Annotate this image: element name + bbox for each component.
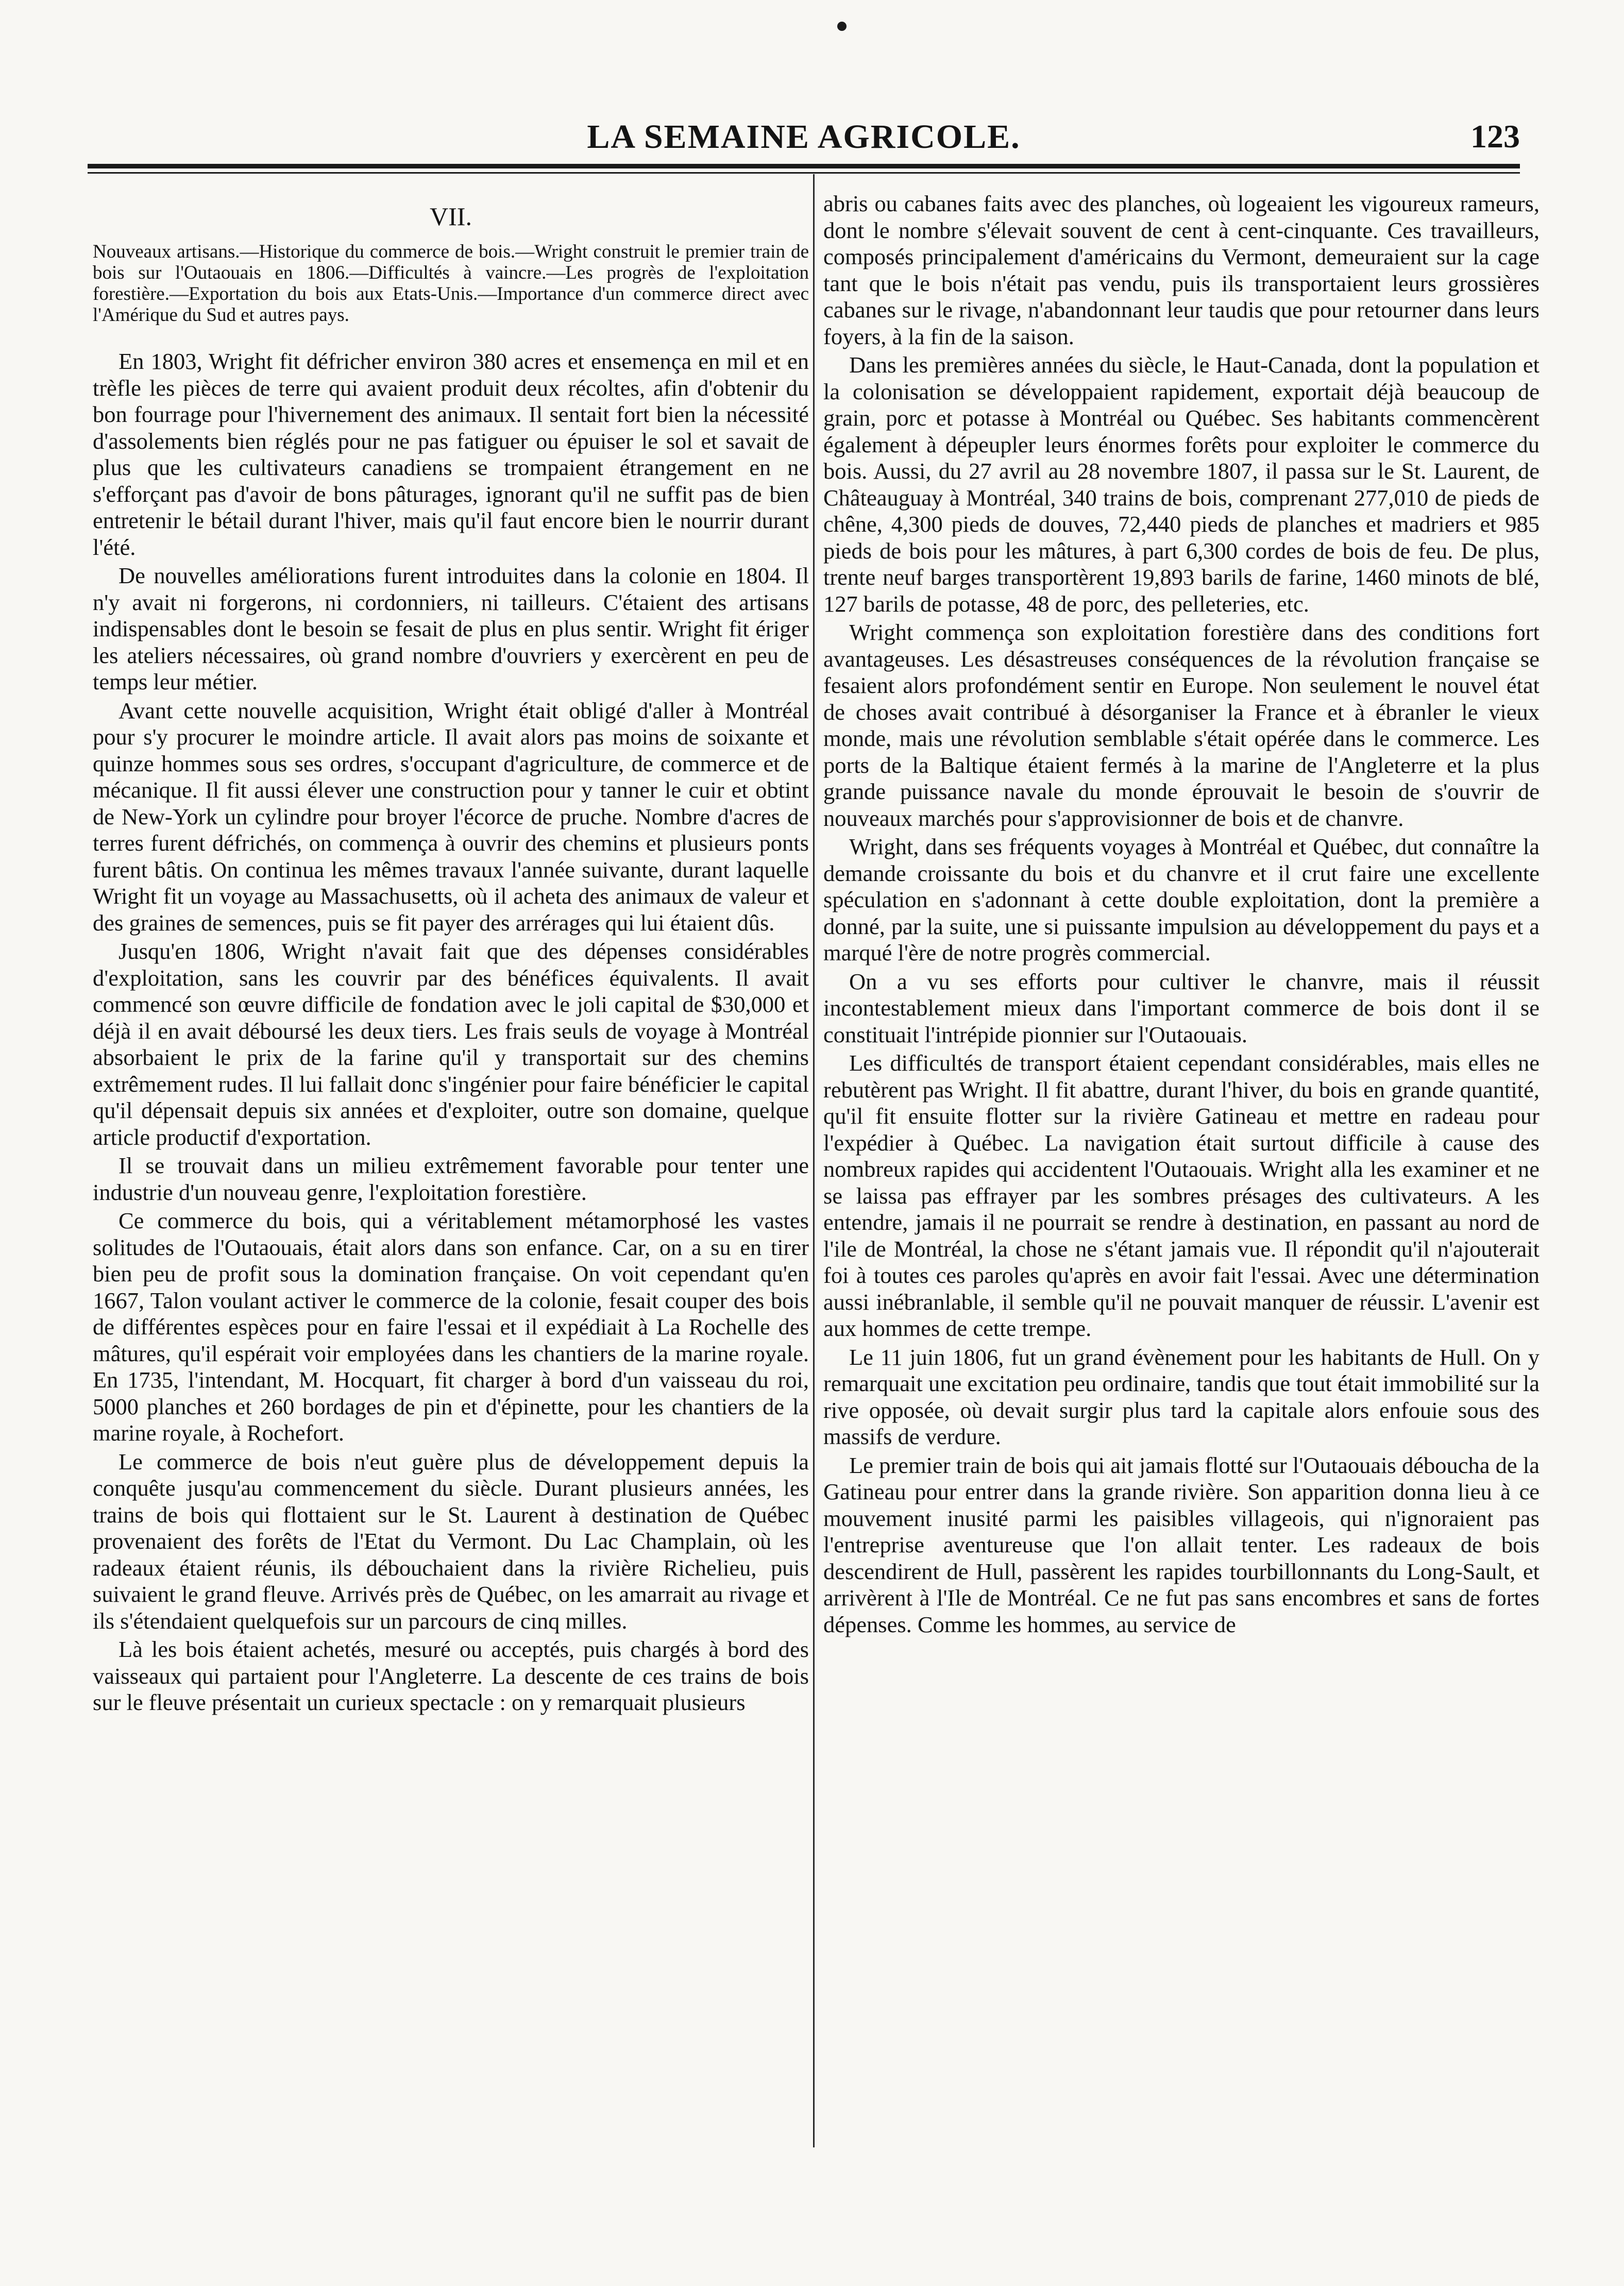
paragraph: Le 11 juin 1806, fut un grand évènement pour les habitants de Hull. On y remarquait une excitation peu ordinaire, tandis que tout était immobilité sur la rive opposée, où devait surgir plus tard la capitale alors enfouie sous des massifs de verdure. (823, 1344, 1540, 1449)
ink-speck (837, 22, 847, 31)
section-summary: Nouveaux artisans.—Historique du commerce de bois.—Wright construit le premier train de bois sur l'Outaouais en 1806.—Difficultés à vaincre.—Les progrès de l'exploitation forestière.—Exportation du bois aux Etats-Unis.—Importance d'un commerce direct avec l'Amérique du Sud et autres pays. (93, 241, 809, 326)
paragraph: En 1803, Wright fit défricher environ 380 acres et ensemença en mil et en trèfle les pièces de terre qui avaient produit deux récoltes, afin d'obtenir du bon fourrage pour l'hivernement des animaux. Il sentait fort bien la nécessité d'assolements bien réglés pour ne pas fatiguer ou épuiser le sol et savait de plus que les cultivateurs canadiens se trompaient étrangement en ne s'efforçant pas d'avoir de bons pâturages, ignorant qu'il ne suffit pas de bien entretenir le bétail durant l'hiver, mais qu'il faut encore bien le nourrir durant l'été. (93, 348, 809, 560)
column-divider (813, 174, 815, 2147)
page-header (88, 108, 1520, 165)
header-rule-thin (88, 172, 1520, 174)
paragraph: De nouvelles améliorations furent introduites dans la colonie en 1804. Il n'y avait ni forgerons, ni cordonniers, ni tailleurs. C'étaient des artisans indispensables dont le besoin se fesait de plus en plus sentir. Wright fit ériger les ateliers nécessaires, où grand nombre d'ouvriers y exercèrent en peu de temps leur métier. (93, 563, 809, 695)
paragraph: Le premier train de bois qui ait jamais flotté sur l'Outaouais déboucha de la Gatineau pour entrer dans la grande rivière. Son apparition donna lieu à ce mouvement inusité parmi les paisibles villageois, qui n'ignoraient pas l'entreprise aventureuse que l'on allait tenter. Les radeaux de bois descendirent de Hull, passèrent les rapides tourbillonnants du Long-Sault, et arrivèrent à l'Ile de Montréal. Ce ne fut pas sans encombres et sans de fortes dépenses. Comme les hommes, au service de (823, 1452, 1540, 1637)
paragraph: Le commerce de bois n'eut guère plus de développement depuis la conquête jusqu'au commencement du siècle. Durant plusieurs années, les trains de bois qui flottaient sur le St. Laurent à destination de Québec provenaient des forêts de l'Etat du Vermont. Du Lac Champlain, où les radeaux étaient réunis, ils débouchaient dans la rivière Richelieu, puis suivaient le grand fleuve. Arrivés près de Québec, on les amarrait au rivage et ils s'étendaient quelquefois sur un parcours de cinq milles. (93, 1448, 809, 1634)
paragraph: Wright commença son exploitation forestière dans des conditions fort avantageuses. Les désastreuses conséquences de la révolution française se fesaient alors profondément sentir en Europe. Non seulement le nouvel état de choses avait contribué à désorganiser la France et à ébranler le vieux monde, mais une révolution semblable s'était opérée dans le commerce. Les ports de la Baltique étaient fermés à la marine de l'Angleterre et la plus grande puissance navale du monde éprouvait le besoin de s'ouvrir de nouveaux marchés pour s'approvisionner de bois et de chanvre. (823, 619, 1540, 831)
paragraph-continued: abris ou cabanes faits avec des planches, où logeaient les vigoureux rameurs, dont le nombre s'élevait souvent de cent à cent-cinquante. Ces travailleurs, composés principalement d'américains du Vermont, demeuraient sur la cage tant que le bois n'était pas vendu, puis ils transportaient leurs grossières cabanes sur le rivage, n'abandonnant leur taudis que pour retourner dans leurs foyers, à la fin de la saison. (823, 191, 1540, 349)
section-number: VII. (430, 202, 472, 231)
running-title: LA SEMAINE AGRICOLE. (587, 118, 1021, 156)
right-column (823, 191, 1540, 1640)
paragraph: Wright, dans ses fréquents voyages à Montréal et Québec, dut connaître la demande croissante du bois et du chanvre et il crut faire une excellente spéculation en s'adonnant à cette double exploitation, dont la première a donné, par la suite, une si puissante impulsion au développement du pays et a marqué l'ère de notre progrès commercial. (823, 834, 1540, 966)
paragraph: Les difficultés de transport étaient cependant considérables, mais elles ne rebutèrent pas Wright. Il fit abattre, durant l'hiver, du bois en grande quantité, qu'il fit ensuite flotter sur la rivière Gatineau et mettre en radeau pour l'expédier à Québec. La navigation était surtout difficile à cause des nombreux rapides qui accidentent l'Outaouais. Wright alla les examiner et ne se laissa pas effrayer par les sombres présages des cultivateurs. A les entendre, jamais il ne pourrait se rendre à destination, en passant au nord de l'ile de Montréal, la chose ne s'étant jamais vue. Il répondit qu'il n'ajouterait foi à toutes ces paroles qu'après en avoir fait l'essai. Avec une détermination aussi inébranlable, il semble qu'il ne pouvait manquer de réussir. L'avenir est aux hommes de cette trempe. (823, 1050, 1540, 1341)
paragraph: Jusqu'en 1806, Wright n'avait fait que des dépenses considérables d'exploitation, sans les couvrir par des bénéfices équivalents. Il avait commencé son œuvre difficile de fondation avec le joli capital de $30,000 et déjà il en avait déboursé les deux tiers. Les frais seuls de voyage à Montréal absorbaient le prix de la farine qu'il y transportait sur des chemins extrêmement rudes. Il lui fallait donc s'ingénier pour faire bénéficier le capital qu'il dépensait depuis six années et d'exploiter, outre son domaine, quelque article productif d'exportation. (93, 938, 809, 1150)
header-rule-thick (88, 164, 1520, 168)
paragraph: Dans les premières années du siècle, le Haut-Canada, dont la population et la colonisation se développaient rapidement, exportait déjà beaucoup de grain, porc et potasse à Montréal ou Québec. Ses habitants commencèrent également à dépeupler leurs énormes forêts pour exploiter le commerce du bois. Aussi, du 27 avril au 28 novembre 1807, il passa sur le St. Laurent, de Châteauguay à Montréal, 340 trains de bois, comprenant 277,010 de pieds de chêne, 4,300 pieds de douves, 72,440 pieds de planches et madriers et 985 pieds de bois pour les mâtures, à part 6,300 cordes de bois de feu. De plus, trente neuf barges transportèrent 19,893 barils de farine, 1460 minots de blé, 127 barils de potasse, 48 de porc, des pelleteries, etc. (823, 352, 1540, 617)
left-column (93, 191, 809, 1718)
paragraph: Avant cette nouvelle acquisition, Wright était obligé d'aller à Montréal pour s'y procurer le moindre article. Il avait alors pas moins de soixante et quinze hommes sous ses ordres, s'occupant d'agriculture, de commerce et de mécanique. Il fit aussi élever une construction pour y tanner le cuir et obtint de New-York un cylindre pour broyer l'écorce de pruche. Nombre d'acres de terres furent défrichés, on commença à ouvrir des chemins et plusieurs ponts furent bâtis. On continua les mêmes travaux l'année suivante, durant laquelle Wright fit un voyage au Massachusetts, où il acheta des animaux de valeur et des graines de semences, puis se fit payer des arrérages qui lui étaient dûs. (93, 697, 809, 936)
page-number: 123 (1470, 118, 1520, 155)
paragraph: Ce commerce du bois, qui a véritablement métamorphosé les vastes solitudes de l'Outaouais, était alors dans son enfance. Car, on a su en tirer bien peu de profit sous la domination française. On voit cependant qu'en 1667, Talon voulant activer le commerce de la colonie, fesait couper des bois de différentes espèces pour en faire l'essai et il expédiait à La Rochelle des mâtures, qu'il espérait voir employées dans les chantiers de la marine royale. En 1735, l'intendant, M. Hocquart, fit charger à bord d'un vaisseau du roi, 5000 planches et 260 bordages de pin et d'épinette, pour les chantiers de la marine royale, à Rochefort. (93, 1208, 809, 1446)
paragraph: Là les bois étaient achetés, mesuré ou acceptés, puis chargés à bord des vaisseaux qui partaient pour l'Angleterre. La descente de ces trains de bois sur le fleuve présentait un curieux spectacle : on y remarquait plusieurs (93, 1636, 809, 1715)
paragraph: Il se trouvait dans un milieu extrêmement favorable pour tenter une industrie d'un nouveau genre, l'exploitation forestière. (93, 1153, 809, 1205)
paragraph: On a vu ses efforts pour cultiver le chanvre, mais il réussit incontestablement mieux dans l'important commerce de bois dont il se constituait l'intrépide pionnier sur l'Outaouais. (823, 968, 1540, 1047)
